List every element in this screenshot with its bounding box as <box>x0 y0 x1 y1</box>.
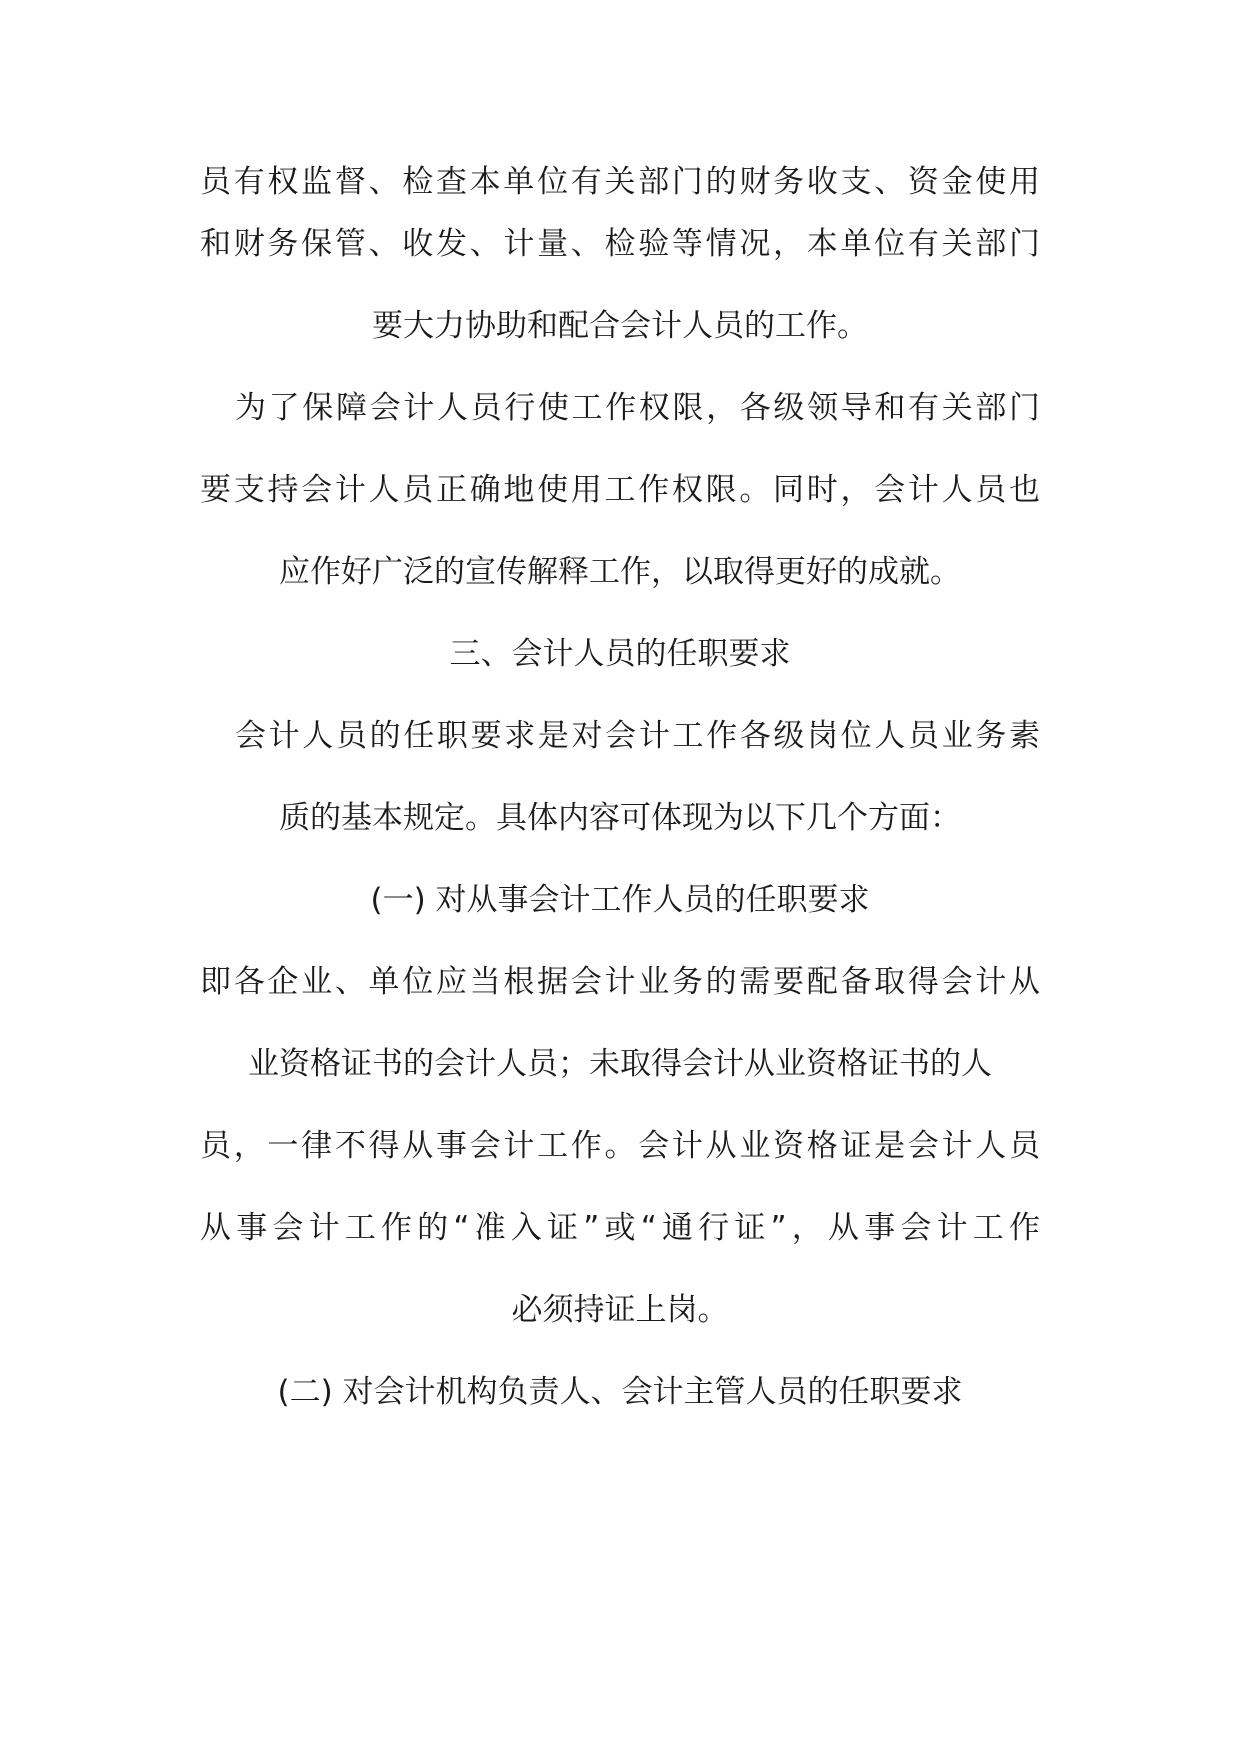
paragraph-line-3: 要大力协助和配合会计人员的工作。 <box>372 308 868 344</box>
paragraph-line-6: 应作好广泛的宣传解释工作，以取得更好的成就。 <box>279 554 961 590</box>
paragraph-line-2: 和财务保管、收发、计量、检验等情况，本单位有关部门 <box>200 226 1040 262</box>
paragraph-line-11: 即各企业、单位应当根据会计业务的需要配备取得会计从 <box>200 964 1040 1000</box>
subheading-2: (二) 对会计机构负责人、会计主管人员的任职要求 <box>277 1374 963 1410</box>
paragraph-line-4: 为了保障会计人员行使工作权限，各级领导和有关部门 <box>235 390 1040 426</box>
paragraph-line-13: 员，一律不得从事会计工作。会计从业资格证是会计人员 <box>200 1128 1040 1164</box>
paragraph-line-1: 员有权监督、检查本单位有关部门的财务收支、资金使用 <box>200 164 1040 200</box>
paragraph-line-12: 业资格证书的会计人员；未取得会计从业资格证书的人 <box>248 1046 992 1082</box>
section-heading-3: 三、会计人员的任职要求 <box>449 636 791 672</box>
paragraph-line-14: 从事会计工作的“准入证”或“通行证”，从事会计工作 <box>200 1210 1040 1246</box>
paragraph-line-15: 必须持证上岗。 <box>511 1292 729 1328</box>
subheading-1: (一) 对从事会计工作人员的任职要求 <box>370 882 870 918</box>
paragraph-line-9: 质的基本规定。具体内容可体现为以下几个方面： <box>279 800 961 836</box>
paragraph-line-8: 会计人员的任职要求是对会计工作各级岗位人员业务素 <box>235 718 1040 754</box>
paragraph-line-5: 要支持会计人员正确地使用工作权限。同时，会计人员也 <box>200 472 1040 508</box>
